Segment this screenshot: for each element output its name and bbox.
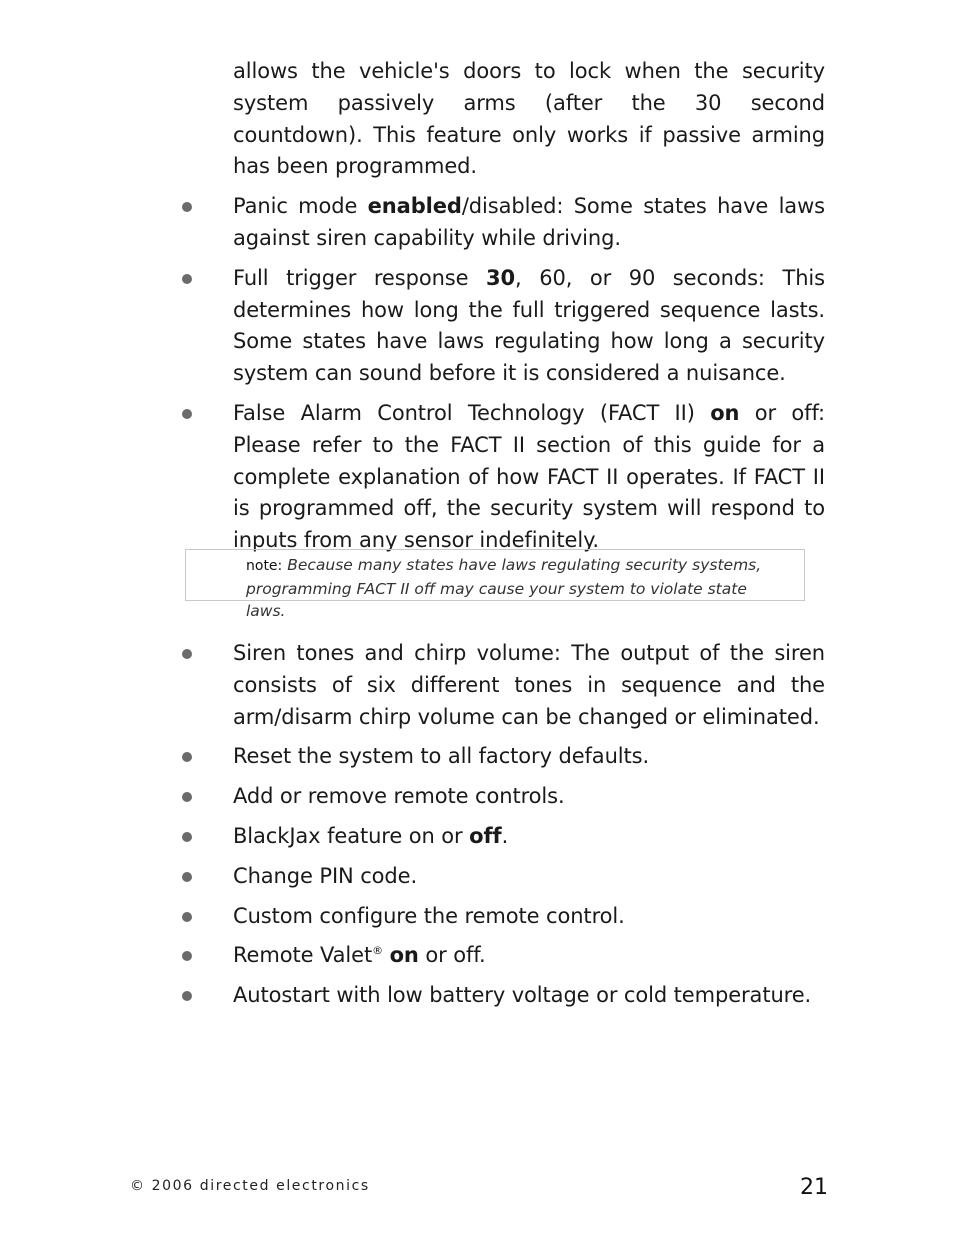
bullet-icon (182, 951, 192, 961)
item-text: Remote Valet (233, 943, 373, 968)
page-content (0, 56, 954, 557)
bullet-icon (182, 649, 192, 659)
item-text: Change PIN code. (233, 863, 418, 888)
item-text: . (501, 823, 509, 848)
item-bold-text: on (389, 943, 419, 968)
item-text: or off. (418, 943, 486, 968)
item-bold-text: 30 (486, 265, 516, 290)
item-text: Siren tones and chirp volume: The output of the siren consists of six different tones in sequence and the arm/disarm chirp volume can be changed or eliminated. (233, 641, 825, 729)
item-bold-text: off (469, 823, 502, 848)
list-item (0, 901, 954, 933)
item-text: False Alarm Control Technology (FACT II) (233, 400, 711, 425)
item-text: Autostart with low battery voltage or cold temperature. (233, 983, 812, 1008)
list-item (0, 980, 954, 1012)
list-item (0, 940, 954, 972)
item-text: Reset the system to all factory defaults. (233, 744, 650, 769)
item-text: Panic mode (233, 194, 368, 219)
bullet-icon (182, 832, 192, 842)
list-item (0, 741, 954, 773)
item-text: BlackJax feature on or (233, 823, 470, 848)
item-text: Add or remove remote controls. (233, 784, 565, 809)
list-item (0, 263, 954, 390)
page-number: 21 (800, 1175, 828, 1200)
note-label: note: (246, 558, 283, 574)
note-text: Because many states have laws regulating security systems, programming FACT II off may cause your system to violate state laws. (246, 556, 762, 620)
bullet-icon (182, 991, 192, 1001)
registered-mark: ® (372, 944, 384, 958)
options-list (0, 630, 954, 1012)
bullet-icon (182, 792, 192, 802)
item-text: /disabled: Some states have laws against siren capability while driving. (233, 194, 825, 250)
list-item (0, 398, 954, 557)
bullet-icon (182, 752, 192, 762)
copyright-footer: © 2006 directed electronics (130, 1178, 370, 1194)
list-item (0, 821, 954, 853)
item-bold-text: enabled (367, 194, 462, 219)
item-text: , 60, or 90 seconds: This determines how long the full triggered sequence lasts. Some states have laws regulating how long a security system can sound before it is considered a nuisance. (233, 265, 825, 386)
note-box (185, 549, 805, 620)
item-text: Custom configure the remote control. (233, 903, 625, 928)
item-text: or off: Please refer to the FACT II section of this guide for a complete explanation of how FACT II operates. If FACT II is programmed off, the security system will respond to inputs from any sensor indefinitely. (233, 400, 825, 553)
item-text: Full trigger response (233, 265, 487, 290)
list-item (0, 861, 954, 893)
bullet-icon (182, 274, 192, 284)
item-bold-text: on (710, 400, 740, 425)
list-item (0, 781, 954, 813)
bullet-icon (182, 912, 192, 922)
list-item (0, 638, 954, 733)
bullet-icon (182, 409, 192, 419)
bullet-icon (182, 202, 192, 212)
bullet-icon (182, 872, 192, 882)
intro-paragraph: allows the vehicle's doors to lock when the security system passively arms (after the 30 second countdown). This feature only works if passive arming has been programmed. (233, 59, 825, 179)
list-item (0, 191, 954, 255)
